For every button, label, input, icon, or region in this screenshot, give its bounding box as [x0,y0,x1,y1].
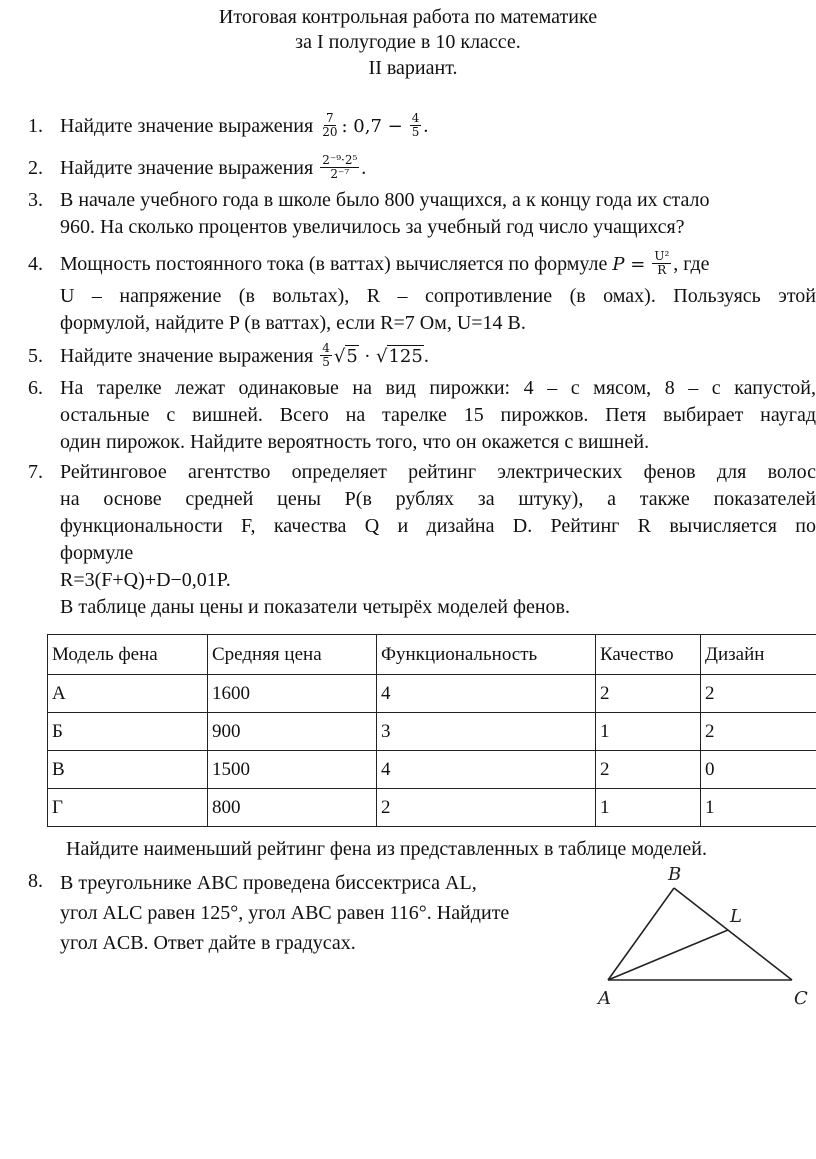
question-text: В начале учебного года в школе было 800 учащихся, а к концу года их стало [60,189,710,211]
question-text: один пирожок. Найдите вероятность того, что он окажется с вишней. [60,431,650,453]
table-cell: 800 [208,789,377,827]
table-row [48,751,816,789]
fraction: $\frac{7}{20}$ [322,110,338,139]
table-row [48,713,816,751]
vertex-label-c: C [794,988,808,1009]
table-header: Дизайн [701,635,816,675]
question-text: функциональности F, качества Q и дизайна D. Рейтинг R вычисляется по [60,515,816,537]
question-text: 960. На сколько процентов увеличилось за учебный год число учащихся? [60,216,685,238]
question-text: В таблице даны цены и показатели четырёх моделей фенов. [60,596,570,618]
question-number: 8. [28,870,43,892]
table-cell: 3 [377,713,596,751]
table-cell: 2 [701,675,816,713]
question-number: 4. [28,253,43,275]
table-cell: В [48,751,208,789]
doc-variant: II вариант. [368,57,458,79]
question-text: формулой, найдите P (в ваттах), если R=7 Ом, U=14 В. [60,311,526,334]
question-text: Найдите наименьший рейтинг фена из представленных в таблице моделей. [66,838,707,860]
question-text: угол ACB. Ответ дайте в градусах. [60,932,356,954]
formula: R=3(F+Q)+D−0,01P. [60,569,231,591]
fraction: $\frac{\text{2⁻⁹·2⁵}}{\text{2⁻⁷}}$ [322,152,358,181]
table-header: Средняя цена [208,635,377,675]
table-cell: Б [48,713,208,751]
table-cell: 2 [596,675,701,713]
table-row [48,675,816,713]
question-number: 7. [28,461,43,483]
table-cell: 0 [701,751,816,789]
question-number: 5. [28,345,43,367]
table-cell: 1 [596,713,701,751]
question-7-task [66,836,816,863]
table-header: Функциональность [377,635,596,675]
question-number: 3. [28,189,43,211]
question-number: 2. [28,157,43,179]
table-cell: 1 [701,789,816,827]
table-header: Модель фена [48,635,208,675]
table-cell: 1 [596,789,701,827]
table-cell: 2 [377,789,596,827]
math-expression: : 0,7 − [341,116,403,137]
doc-title: Итоговая контрольная работа по математике [218,6,598,28]
doc-subtitle: за I полугодие в 10 классе. [295,31,521,53]
question-text: U – напряжение (в вольтах), R – сопротивление (в омах). Пользуясь этой [60,284,816,307]
question-text: на основе средней цены P(в рублях за штуку), а также показателей [60,488,816,510]
question-number: 6. [28,377,43,399]
question-text: Найдите значение выражения [60,345,314,367]
question-text: Мощность постоянного тока (в ваттах) вычисляется по формуле [60,253,608,275]
question-text: формуле [60,542,134,564]
triangle-figure [596,862,816,1012]
vertex-label-a: A [598,988,611,1009]
sqrt-expression: √5 · √125 [333,346,423,367]
table-cell: Г [48,789,208,827]
table-cell: 1600 [208,675,377,713]
table-cell: 900 [208,713,377,751]
vertex-label-l: L [730,906,742,927]
hairdryer-table [47,634,816,827]
question-text: Найдите значение выражения [60,115,314,137]
fraction: $\frac{4}{5}$ [322,340,330,369]
table-cell: 4 [377,751,596,789]
question-text: Найдите значение выражения [60,157,314,179]
formula: P = [612,254,646,275]
table-cell: 4 [377,675,596,713]
table-row [48,789,816,827]
table-header-row [48,635,816,675]
question-text: остальные с вишней. Всего на тарелке 15 пирожков. Петя выбирает наугад [60,404,816,426]
table-cell: 2 [596,751,701,789]
fraction: $\frac{\text{U²}}{R}$ [654,248,670,277]
question-number: 1. [28,115,43,137]
question-text: В треугольнике ABC проведена биссектриса AL, [60,872,477,894]
table-cell: А [48,675,208,713]
table-header: Качество [596,635,701,675]
table-cell: 2 [701,713,816,751]
fraction: $\frac{4}{5}$ [411,110,420,139]
vertex-label-b: B [668,864,682,885]
question-text: На тарелке лежат одинаковые на вид пирожки: 4 – с мясом, 8 – с капустой, [60,377,816,399]
question-text: Рейтинговое агентство определяет рейтинг электрических фенов для волос [60,461,816,483]
question-text: угол ALC равен 125°, угол ABC равен 116°. Найдите [60,902,510,924]
table-cell: 1500 [208,751,377,789]
